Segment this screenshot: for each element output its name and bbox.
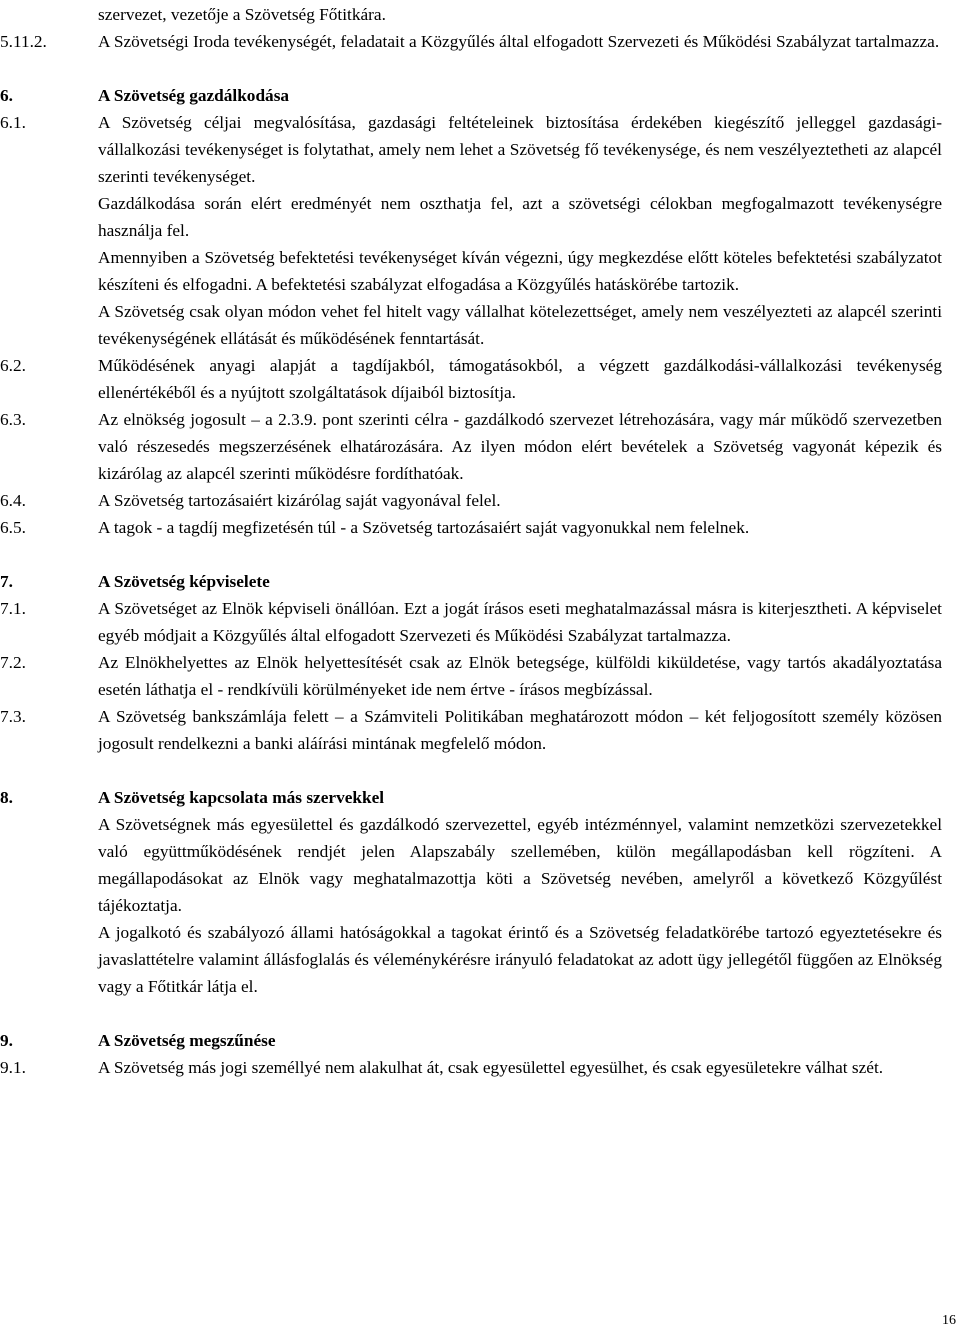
clause [0, 109, 942, 352]
section-title-text: A Szövetség gazdálkodása [98, 86, 290, 105]
section-title-text: A Szövetség képviselete [98, 572, 270, 591]
clause-number: 9.1. [0, 1058, 26, 1077]
clause [0, 28, 942, 55]
section-title-text: A Szövetség kapcsolata más szervekkel [98, 788, 385, 807]
paragraph: A Szövetség más jogi személlyé nem alakulhat át, csak egyesülettel egyesülhet, és csak egyesületekre válhat szét. [98, 1058, 884, 1077]
clause [0, 595, 942, 649]
section-gap [0, 1000, 960, 1027]
clause [0, 649, 942, 703]
section-gap [0, 541, 960, 568]
clause-text [98, 1054, 942, 1081]
clause-number: 5.11.2. [0, 32, 47, 51]
clause-number: 6.3. [0, 410, 26, 429]
paragraph: A Szövetséget az Elnök képviseli önállóan. Ezt a jogát írásos eseti meghatalmazással másra is kiterjesztheti. A képviselet egyéb módjait a Közgyűlés által elfogadott Szervezeti és Működési Szabályzat tartalmazza. [98, 599, 942, 645]
clause-text [98, 595, 942, 649]
section-title [98, 1027, 942, 1054]
clause [0, 514, 942, 541]
paragraph: Működésének anyagi alapját a tagdíjakból, támogatásokból, a végzett gazdálkodási-vállalkozási tevékenység ellenértékéből és a nyújtott szolgáltatások díjaiból biztosítja. [98, 356, 942, 402]
section-title [98, 568, 942, 595]
clause [0, 0, 942, 28]
clause-text [98, 352, 942, 406]
clause-number: 7.1. [0, 599, 26, 618]
paragraph: Amennyiben a Szövetség befektetési tevékenységet kíván végezni, úgy megkezdése előtt köteles befektetési szabályzatot készíteni és elfogadni. A befektetési szabályzat elfogadása a Közgyűlés hatáskörébe tartozik. [98, 248, 942, 294]
clause [0, 487, 942, 514]
clause-text [98, 28, 942, 55]
section-heading [0, 784, 942, 811]
clause-number: 6.4. [0, 491, 26, 510]
clause [0, 703, 942, 757]
paragraph: A tagok - a tagdíj megfizetésén túl - a Szövetség tartozásaiért saját vagyonukkal nem felelnek. [98, 518, 750, 537]
paragraph: A Szövetség tartozásaiért kizárólag saját vagyonával felel. [98, 491, 501, 510]
section-heading [0, 1027, 942, 1054]
paragraph: A Szövetségi Iroda tevékenységét, feladatait a Közgyűlés által elfogadott Szervezeti és Működési Szabályzat tartalmazza. [98, 32, 940, 51]
clause [0, 352, 942, 406]
clause-text [98, 649, 942, 703]
page-number: 16 [942, 1313, 956, 1328]
section-gap [0, 757, 960, 784]
section-number: 8. [0, 788, 13, 807]
paragraph: A Szövetség csak olyan módon vehet fel hitelt vagy vállalhat kötelezettséget, amely nem veszélyezteti az alapcél szerinti tevékenységének ellátását és működésének fenntartását. [98, 302, 942, 348]
section-heading [0, 82, 942, 109]
clause [0, 1054, 942, 1081]
section-title [98, 784, 942, 811]
paragraph: A Szövetségnek más egyesülettel és gazdálkodó szervezettel, egyéb intézménnyel, valamint nemzetközi szervezetekkel való együttműködésének rendjét jelen Alapszabály szellemében, külön megállapodásban kell rögzíteni. A megállapodásokat az Elnök vagy meghatalmazottja köti a Szövetség nevében, amelyről a következő Közgyűlést tájékoztatja. [98, 815, 942, 915]
clause [0, 811, 942, 1000]
clause-text [98, 1, 942, 28]
clause-text [98, 406, 942, 487]
section-gap [0, 55, 960, 82]
section-number: 7. [0, 572, 13, 591]
paragraph: Az elnökség jogosult – a 2.3.9. pont szerinti célra - gazdálkodó szervezet létrehozására, vagy már működő szervezetben való részesedés megszerzésének elhatározására. Az ilyen módon elért bevételek a Szövetség vagyonát képezik és kizárólag az alapcél szerinti működésre fordíthatóak. [98, 410, 942, 483]
paragraph: A Szövetség céljai megvalósítása, gazdasági feltételeinek biztosítása érdekében kiegészítő jelleggel gazdasági-vállalkozási tevékenységet is folytathat, amely nem lehet a Szövetség fő tevékenysége, és nem veszélyeztetheti az alapcél szerinti tevékenységet. [98, 113, 942, 186]
paragraph: A jogalkotó és szabályozó állami hatóságokkal a tagokat érintő és a Szövetség feladatkörébe tartozó egyeztetésekre és javaslattételre valamint állásfoglalás és véleménykérésre irányuló feladatokat az adott ügy jellegétől függően az Elnökség vagy a Főtitkár látja el. [98, 923, 942, 996]
clause-number: 7.3. [0, 707, 26, 726]
section-number: 9. [0, 1031, 13, 1050]
section-title-text: A Szövetség megszűnése [98, 1031, 276, 1050]
clause-number: 6.2. [0, 356, 26, 375]
clause-number: 6.5. [0, 518, 26, 537]
clause [0, 406, 942, 487]
clause-number: 7.2. [0, 653, 26, 672]
paragraph: szervezet, vezetője a Szövetség Főtitkára. [98, 5, 386, 24]
clause-text [98, 487, 942, 514]
section-number: 6. [0, 86, 13, 105]
section-heading [0, 568, 942, 595]
paragraph: Gazdálkodása során elért eredményét nem oszthatja fel, azt a szövetségi célokban megfogalmazott tevékenységre használja fel. [98, 194, 942, 240]
clause-text [98, 109, 942, 352]
paragraph: Az Elnökhelyettes az Elnök helyettesítését csak az Elnök betegsége, külföldi kiküldetése, vagy tartós akadályoztatása esetén láthatja el - rendkívüli körülményeket ide nem értve - írásos megbízással. [98, 653, 942, 699]
clause-text [98, 811, 942, 1000]
section-title [98, 82, 942, 109]
clause-number: 6.1. [0, 113, 26, 132]
clause-text [98, 703, 942, 757]
clause-text [98, 514, 942, 541]
paragraph: A Szövetség bankszámlája felett – a Számviteli Politikában meghatározott módon – két feljogosított személy közösen jogosult rendelkezni a banki aláírási mintának megfelelő módon. [98, 707, 942, 753]
